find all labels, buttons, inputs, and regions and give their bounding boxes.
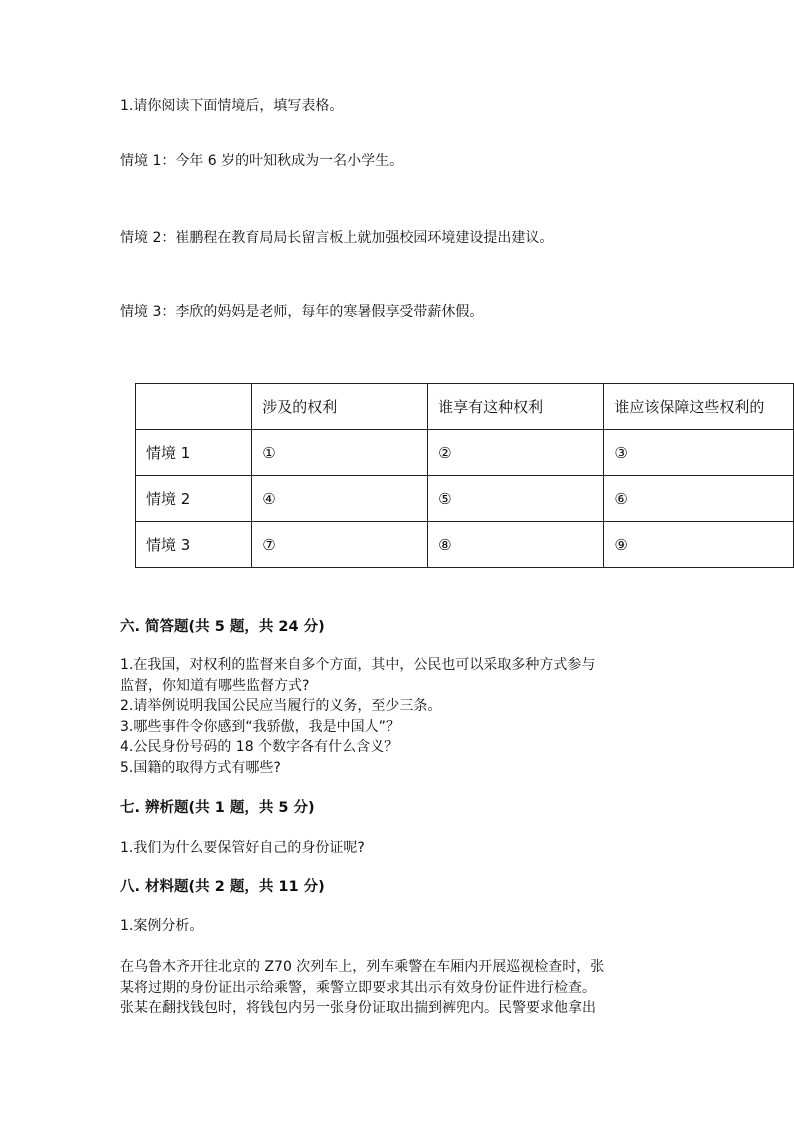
section-7-heading: 七. 辨析题(共 1 题，共 5 分) — [120, 800, 315, 816]
section-7-question: 1.我们为什么要保管好自己的身份证呢? — [120, 840, 365, 856]
table-cell: ① — [252, 430, 428, 476]
section-8-question: 1.案例分析。 — [120, 918, 204, 934]
table-header-cell: 谁应该保障这些权利的 — [604, 384, 794, 430]
table-cell: 情境 2 — [136, 476, 252, 522]
table-cell: ⑤ — [428, 476, 604, 522]
table-header-cell: 谁享有这种权利 — [428, 384, 604, 430]
scenario-3: 情境 3：李欣的妈妈是老师，每年的寒暑假享受带薪休假。 — [120, 304, 484, 320]
table-row — [136, 476, 794, 522]
table-cell: ⑨ — [604, 522, 794, 568]
table-row — [136, 522, 794, 568]
table-cell: ④ — [252, 476, 428, 522]
material-line: 在乌鲁木齐开往北京的 Z70 次列车上，列车乘警在车厢内开展巡视检查时，张 — [120, 959, 605, 975]
section-8-heading: 八. 材料题(共 2 题，共 11 分) — [120, 879, 325, 895]
table-cell: ③ — [604, 430, 794, 476]
table-cell: ⑦ — [252, 522, 428, 568]
table-header-cell: 涉及的权利 — [252, 384, 428, 430]
question-line: 3.哪些事件令你感到“我骄傲，我是中国人”？ — [120, 718, 400, 735]
scenario-1: 情境 1：今年 6 岁的叶知秋成为一名小学生。 — [120, 153, 404, 169]
rights-table — [135, 383, 794, 568]
question-line: 4.公民身份号码的 18 个数字各有什么含义？ — [120, 739, 399, 755]
question-line: 2.请举例说明我国公民应当履行的义务，至少三条。 — [120, 698, 442, 714]
section-6-questions — [120, 655, 665, 778]
question-line: 5.国籍的取得方式有哪些? — [120, 759, 281, 776]
question-1-prompt: 1.请你阅读下面情境后，填写表格。 — [120, 98, 344, 114]
section-6-heading: 六. 简答题(共 5 题，共 24 分) — [120, 619, 325, 635]
table-cell: 情境 1 — [136, 430, 252, 476]
table-row — [136, 430, 794, 476]
table-cell: ⑥ — [604, 476, 794, 522]
table-cell: 情境 3 — [136, 522, 252, 568]
question-line: 1.在我国，对权利的监督来自多个方面，其中，公民也可以采取多种方式参与 — [120, 657, 596, 673]
table-cell: ② — [428, 430, 604, 476]
material-line: 张某在翻找钱包时，将钱包内另一张身份证取出揣到裤兜内。民警要求他拿出 — [120, 1000, 596, 1016]
table-header-cell — [136, 384, 252, 430]
case-material — [120, 957, 665, 1019]
scenario-2: 情境 2：崔鹏程在教育局局长留言板上就加强校园环境建设提出建议。 — [120, 230, 554, 246]
material-line: 某将过期的身份证出示给乘警，乘警立即要求其出示有效身份证件进行检查。 — [120, 979, 596, 996]
question-line: 监督，你知道有哪些监督方式? — [120, 677, 310, 694]
table-header-row — [136, 384, 794, 430]
table-cell: ⑧ — [428, 522, 604, 568]
